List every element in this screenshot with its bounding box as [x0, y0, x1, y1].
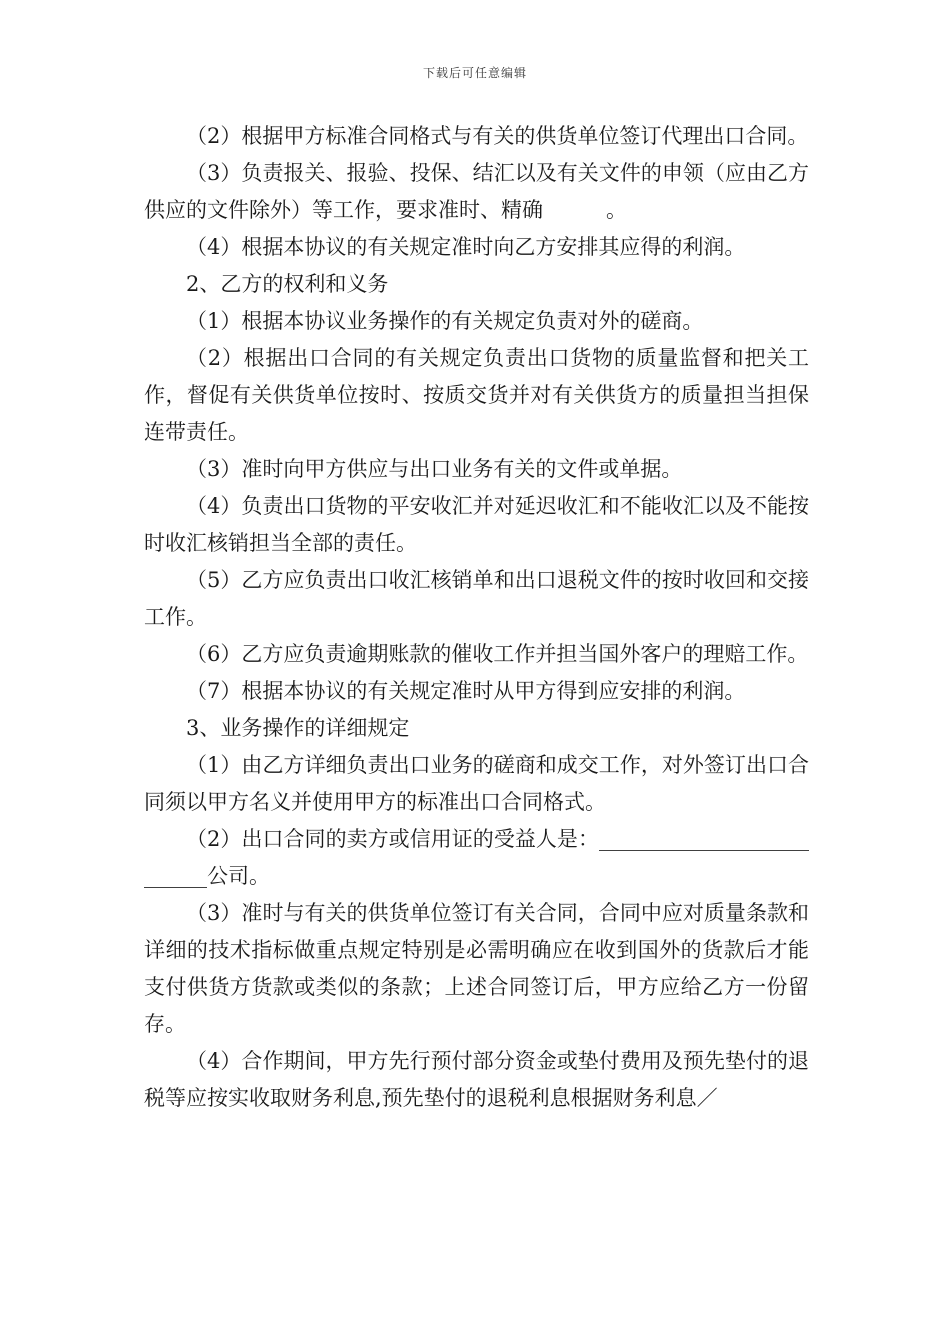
paragraph-5: （1）根据本协议业务操作的有关规定负责对外的磋商。 [186, 309, 704, 333]
paragraph-11: （7）根据本协议的有关规定准时从甲方得到应安排的利润。 [186, 679, 746, 703]
paragraph-2: （3）负责报关、报验、投保、结汇以及有关文件的申领（应由乙方供应的文件除外）等工作，要求准时、精确 。 [144, 161, 809, 222]
paragraph-3: （4）根据本协议的有关规定准时向乙方安排其应得的利润。 [186, 235, 746, 259]
document-body [144, 118, 809, 1117]
page-header: 下载后可任意编辑 [422, 66, 527, 80]
paragraph-10: （6）乙方应负责逾期账款的催收工作并担当国外客户的理赔工作。 [186, 642, 809, 666]
section-heading-2: 2、乙方的权利和义务 [186, 272, 389, 296]
paragraph-8: （4）负责出口货物的平安收汇并对延迟收汇和不能收汇以及不能按时收汇核销担当全部的责任。 [144, 494, 809, 555]
section-heading-3: 3、业务操作的详细规定 [186, 716, 410, 740]
paragraph-9: （5）乙方应负责出口收汇核销单和出口退税文件的按时收回和交接工作。 [144, 568, 809, 629]
paragraph-1: （2）根据甲方标准合同格式与有关的供货单位签订代理出口合同。 [186, 124, 809, 148]
paragraph-7: （3）准时向甲方供应与出口业务有关的文件或单据。 [186, 457, 683, 481]
paragraph-15: （3）准时与有关的供货单位签订有关合同，合同中应对质量条款和详细的技术指标做重点规定特别是必需明确应在收到国外的货款后才能支付供货方货款或类似的条款；上述合同签订后，甲方应给乙方一份留存。 [144, 901, 809, 1036]
paragraph-14: （2）出口合同的卖方或信用证的受益人是：__________________________公司。 [144, 827, 809, 888]
paragraph-16: （4）合作期间，甲方先行预付部分资金或垫付费用及预先垫付的退税等应按实收取财务利息,预先垫付的退税利息根据财务利息／ [144, 1049, 809, 1110]
paragraph-6: （2）根据出口合同的有关规定负责出口货物的质量监督和把关工作，督促有关供货单位按时、按质交货并对有关供货方的质量担当担保连带责任。 [144, 346, 809, 444]
paragraph-13: （1）由乙方详细负责出口业务的磋商和成交工作，对外签订出口合同须以甲方名义并使用甲方的标准出口合同格式。 [144, 753, 809, 814]
